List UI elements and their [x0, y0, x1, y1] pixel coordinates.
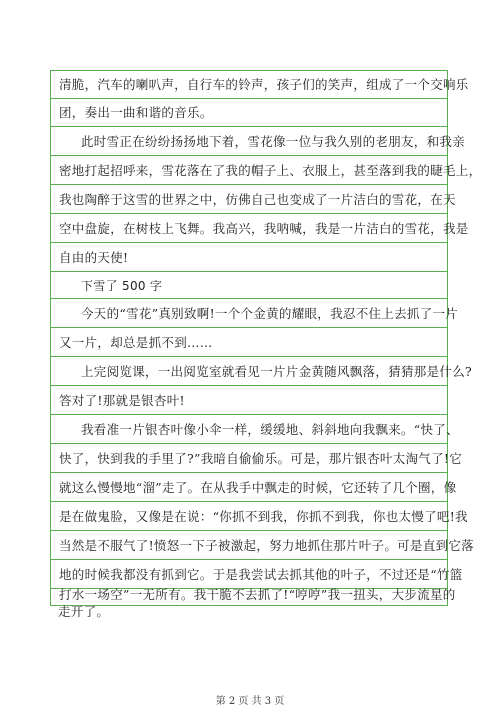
section-heading: 下雪了 500 字: [81, 279, 163, 293]
row-divider: [51, 271, 447, 272]
page-footer: 第 2 页 共 3 页: [215, 696, 285, 707]
row-divider: [51, 98, 447, 99]
text-line: 今天的“雪花”真别致啊!一个个金黄的耀眼，我忍不住上去抓了一片: [81, 306, 459, 321]
row-divider: [51, 443, 447, 444]
row-divider: [51, 414, 447, 415]
row-divider: [51, 213, 447, 214]
text-line: 我看准一片银杏叶像小伞一样，缓缓地、斜斜地向我飘来。“快了、: [81, 422, 459, 437]
row-divider: [51, 155, 447, 156]
text-line: 是在做鬼脸，又像是在说：“你抓不到我，你抓不到我，你也太慢了吧!我: [59, 509, 468, 524]
row-divider: [51, 501, 447, 502]
text-line: 就这么慢慢地“溜”走了。在从我手中飘走的时候，它还转了几个圈，像: [59, 480, 457, 495]
text-line: 此时雪正在纷纷扬扬地下着，雪花像一位与我久别的老朋友，和我亲: [81, 134, 466, 149]
row-divider: [51, 298, 447, 299]
row-divider: [51, 472, 447, 473]
text-line: 当然是不服气了!愤怒一下子被激起，努力地抓住那片叶子。可是直到它落: [59, 538, 474, 553]
row-divider: [51, 242, 447, 243]
text-line: 答对了!那就是银杏叶!: [59, 393, 185, 408]
text-line: 走开了。: [58, 604, 110, 619]
row-divider: [51, 356, 447, 357]
text-line: 空中盘旋，在树枝上飞舞。我高兴，我呐喊，我是一片洁白的雪花，我是: [59, 221, 469, 236]
text-line: 我也陶醉于这雪的世界之中，仿佛自己也变成了一片洁白的雪花，在天: [59, 192, 456, 207]
text-line: 清脆，汽车的喇叭声，自行车的铃声，孩子们的笑声，组成了一个交响乐: [59, 77, 469, 92]
text-line: 团，奏出一曲和谐的音乐。: [59, 105, 213, 120]
row-divider: [51, 559, 447, 560]
page-table: [50, 70, 482, 606]
text-line: 打水一场空”一无所有。我干脆不去抓了!“哼哼”我一扭头，大步流星的: [59, 587, 456, 602]
text-line: 快了，快到我的手里了?”我暗自偷偷乐。可是，那片银杏叶太淘气了!它: [59, 451, 463, 466]
text-line: 上完阅览课，一出阅览室就看见一片片金黄随风飘落，猜猜那是什么?: [81, 364, 473, 379]
row-divider: [51, 385, 447, 386]
text-line: 又一片，却总是抓不到……: [59, 335, 213, 350]
text-line: 地的时候我都没有抓到它。于是我尝试去抓其他的叶子，不过还是“竹篮: [59, 567, 463, 582]
row-divider: [51, 184, 447, 185]
text-line: 自由的天使!: [59, 250, 129, 265]
row-divider: [51, 327, 447, 328]
row-divider: [51, 126, 447, 127]
row-divider: [51, 530, 447, 531]
text-line: 密地打起招呼来，雪花落在了我的帽子上、衣服上，甚至落到我的睫毛上，: [59, 163, 482, 178]
